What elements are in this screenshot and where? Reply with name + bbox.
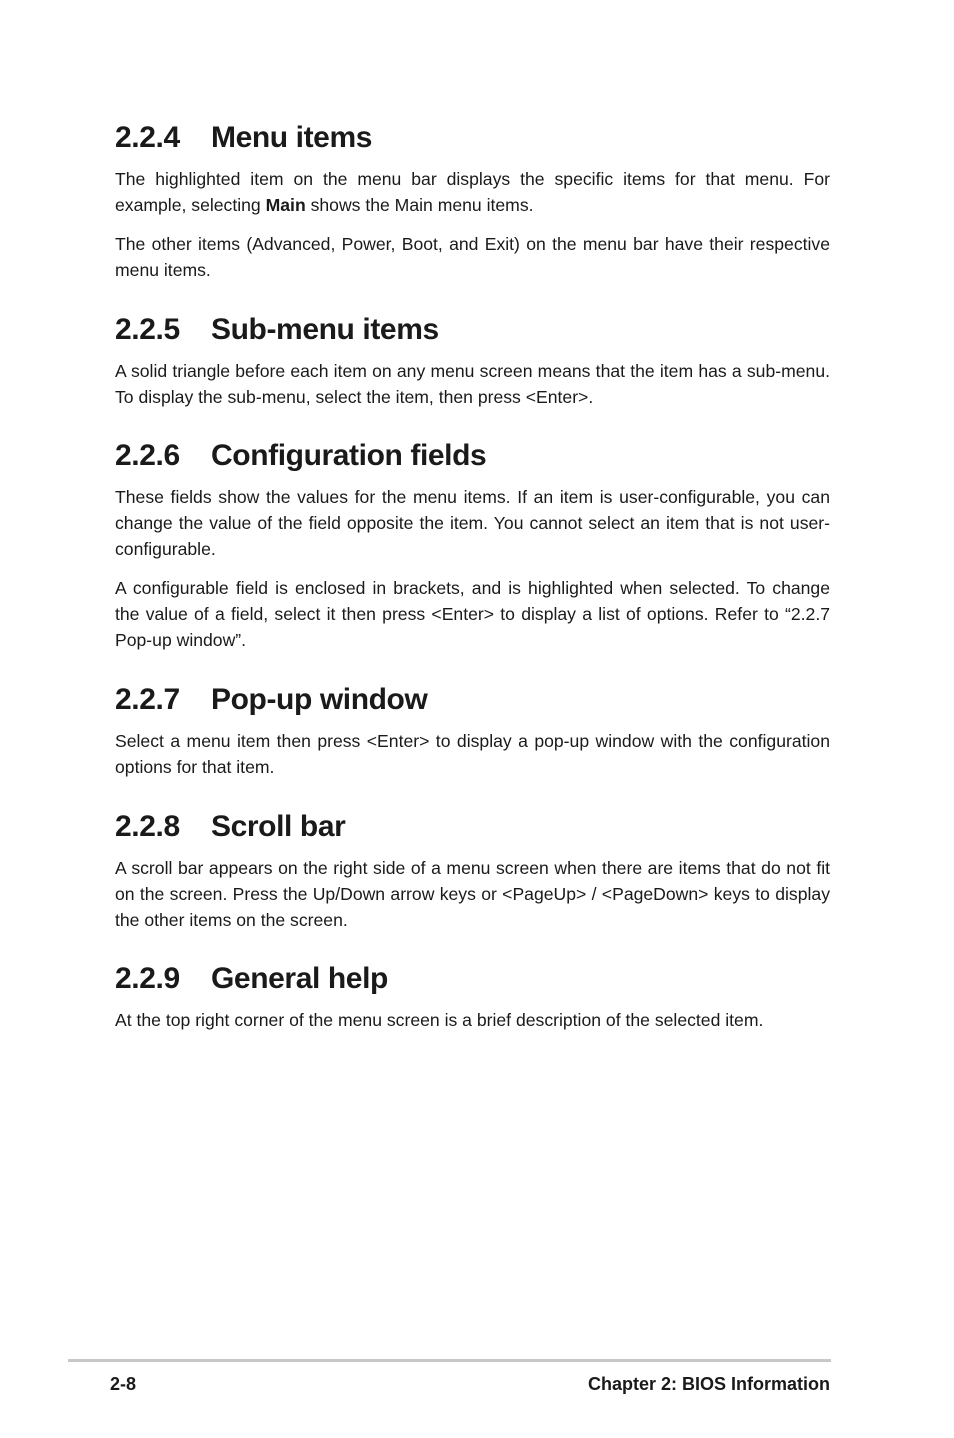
- section-number: 2.2.8: [115, 810, 180, 843]
- section-heading: [115, 120, 830, 156]
- text-run: A solid triangle before each item on any menu screen means that the item has a sub-menu. To display the sub-menu, select the item, then press <Enter>.: [115, 361, 830, 407]
- paragraph: [115, 1007, 830, 1033]
- section-title: Scroll bar: [211, 810, 346, 843]
- paragraph: [115, 166, 830, 218]
- paragraph: [115, 728, 830, 780]
- section-menu-items: [115, 120, 830, 283]
- section-heading: [115, 312, 830, 348]
- section-general-help: [115, 961, 830, 1033]
- paragraph: [115, 575, 830, 653]
- section-heading: [115, 682, 830, 718]
- text-run: The other items (Advanced, Power, Boot, and Exit) on the menu bar have their respective menu items.: [115, 234, 830, 280]
- paragraph: [115, 484, 830, 562]
- text-run: A scroll bar appears on the right side of a menu screen when there are items that do not fit on the screen. Press the Up/Down arrow keys or <PageUp> / <PageDown> keys to display the other items on the screen.: [115, 858, 830, 930]
- paragraph: [115, 855, 830, 933]
- section-sub-menu-items: [115, 312, 830, 410]
- text-run: These fields show the values for the menu items. If an item is user-configurable, you can change the value of the field opposite the item. You cannot select an item that is not user-configurable.: [115, 487, 830, 559]
- paragraph: [115, 358, 830, 410]
- text-run: The highlighted item on the menu bar displays the specific items for that menu. For example, selecting: [115, 169, 830, 215]
- page-number: 2-8: [110, 1374, 137, 1394]
- section-title: Configuration fields: [211, 439, 487, 472]
- section-title: General help: [211, 962, 388, 995]
- section-pop-up-window: [115, 682, 830, 780]
- paragraph: [115, 231, 830, 283]
- chapter-title: Chapter 2: BIOS Information: [587, 1374, 830, 1394]
- section-heading: [115, 438, 830, 474]
- text-run: At the top right corner of the menu screen is a brief description of the selected item.: [115, 1010, 764, 1030]
- section-heading: [115, 961, 830, 997]
- section-number: 2.2.6: [115, 439, 180, 472]
- section-title: Pop-up window: [211, 683, 428, 716]
- section-heading: [115, 809, 830, 845]
- section-number: 2.2.7: [115, 683, 180, 716]
- text-run: shows the Main menu items.: [305, 195, 534, 215]
- footer-divider: [68, 1359, 831, 1362]
- section-title: Sub-menu items: [211, 313, 439, 346]
- bold-term: Main: [265, 195, 306, 215]
- text-run: Select a menu item then press <Enter> to display a pop-up window with the configuration options for that item.: [115, 731, 830, 777]
- section-scroll-bar: [115, 809, 830, 933]
- section-number: 2.2.5: [115, 313, 180, 346]
- section-number: 2.2.4: [115, 121, 180, 154]
- text-run: A configurable field is enclosed in brackets, and is highlighted when selected. To change the value of a field, select it then press <Enter> to display a list of options. Refer to “2.2.7 Pop-up window”.: [115, 578, 830, 650]
- section-configuration-fields: [115, 438, 830, 653]
- section-title: Menu items: [211, 121, 373, 154]
- section-number: 2.2.9: [115, 962, 180, 995]
